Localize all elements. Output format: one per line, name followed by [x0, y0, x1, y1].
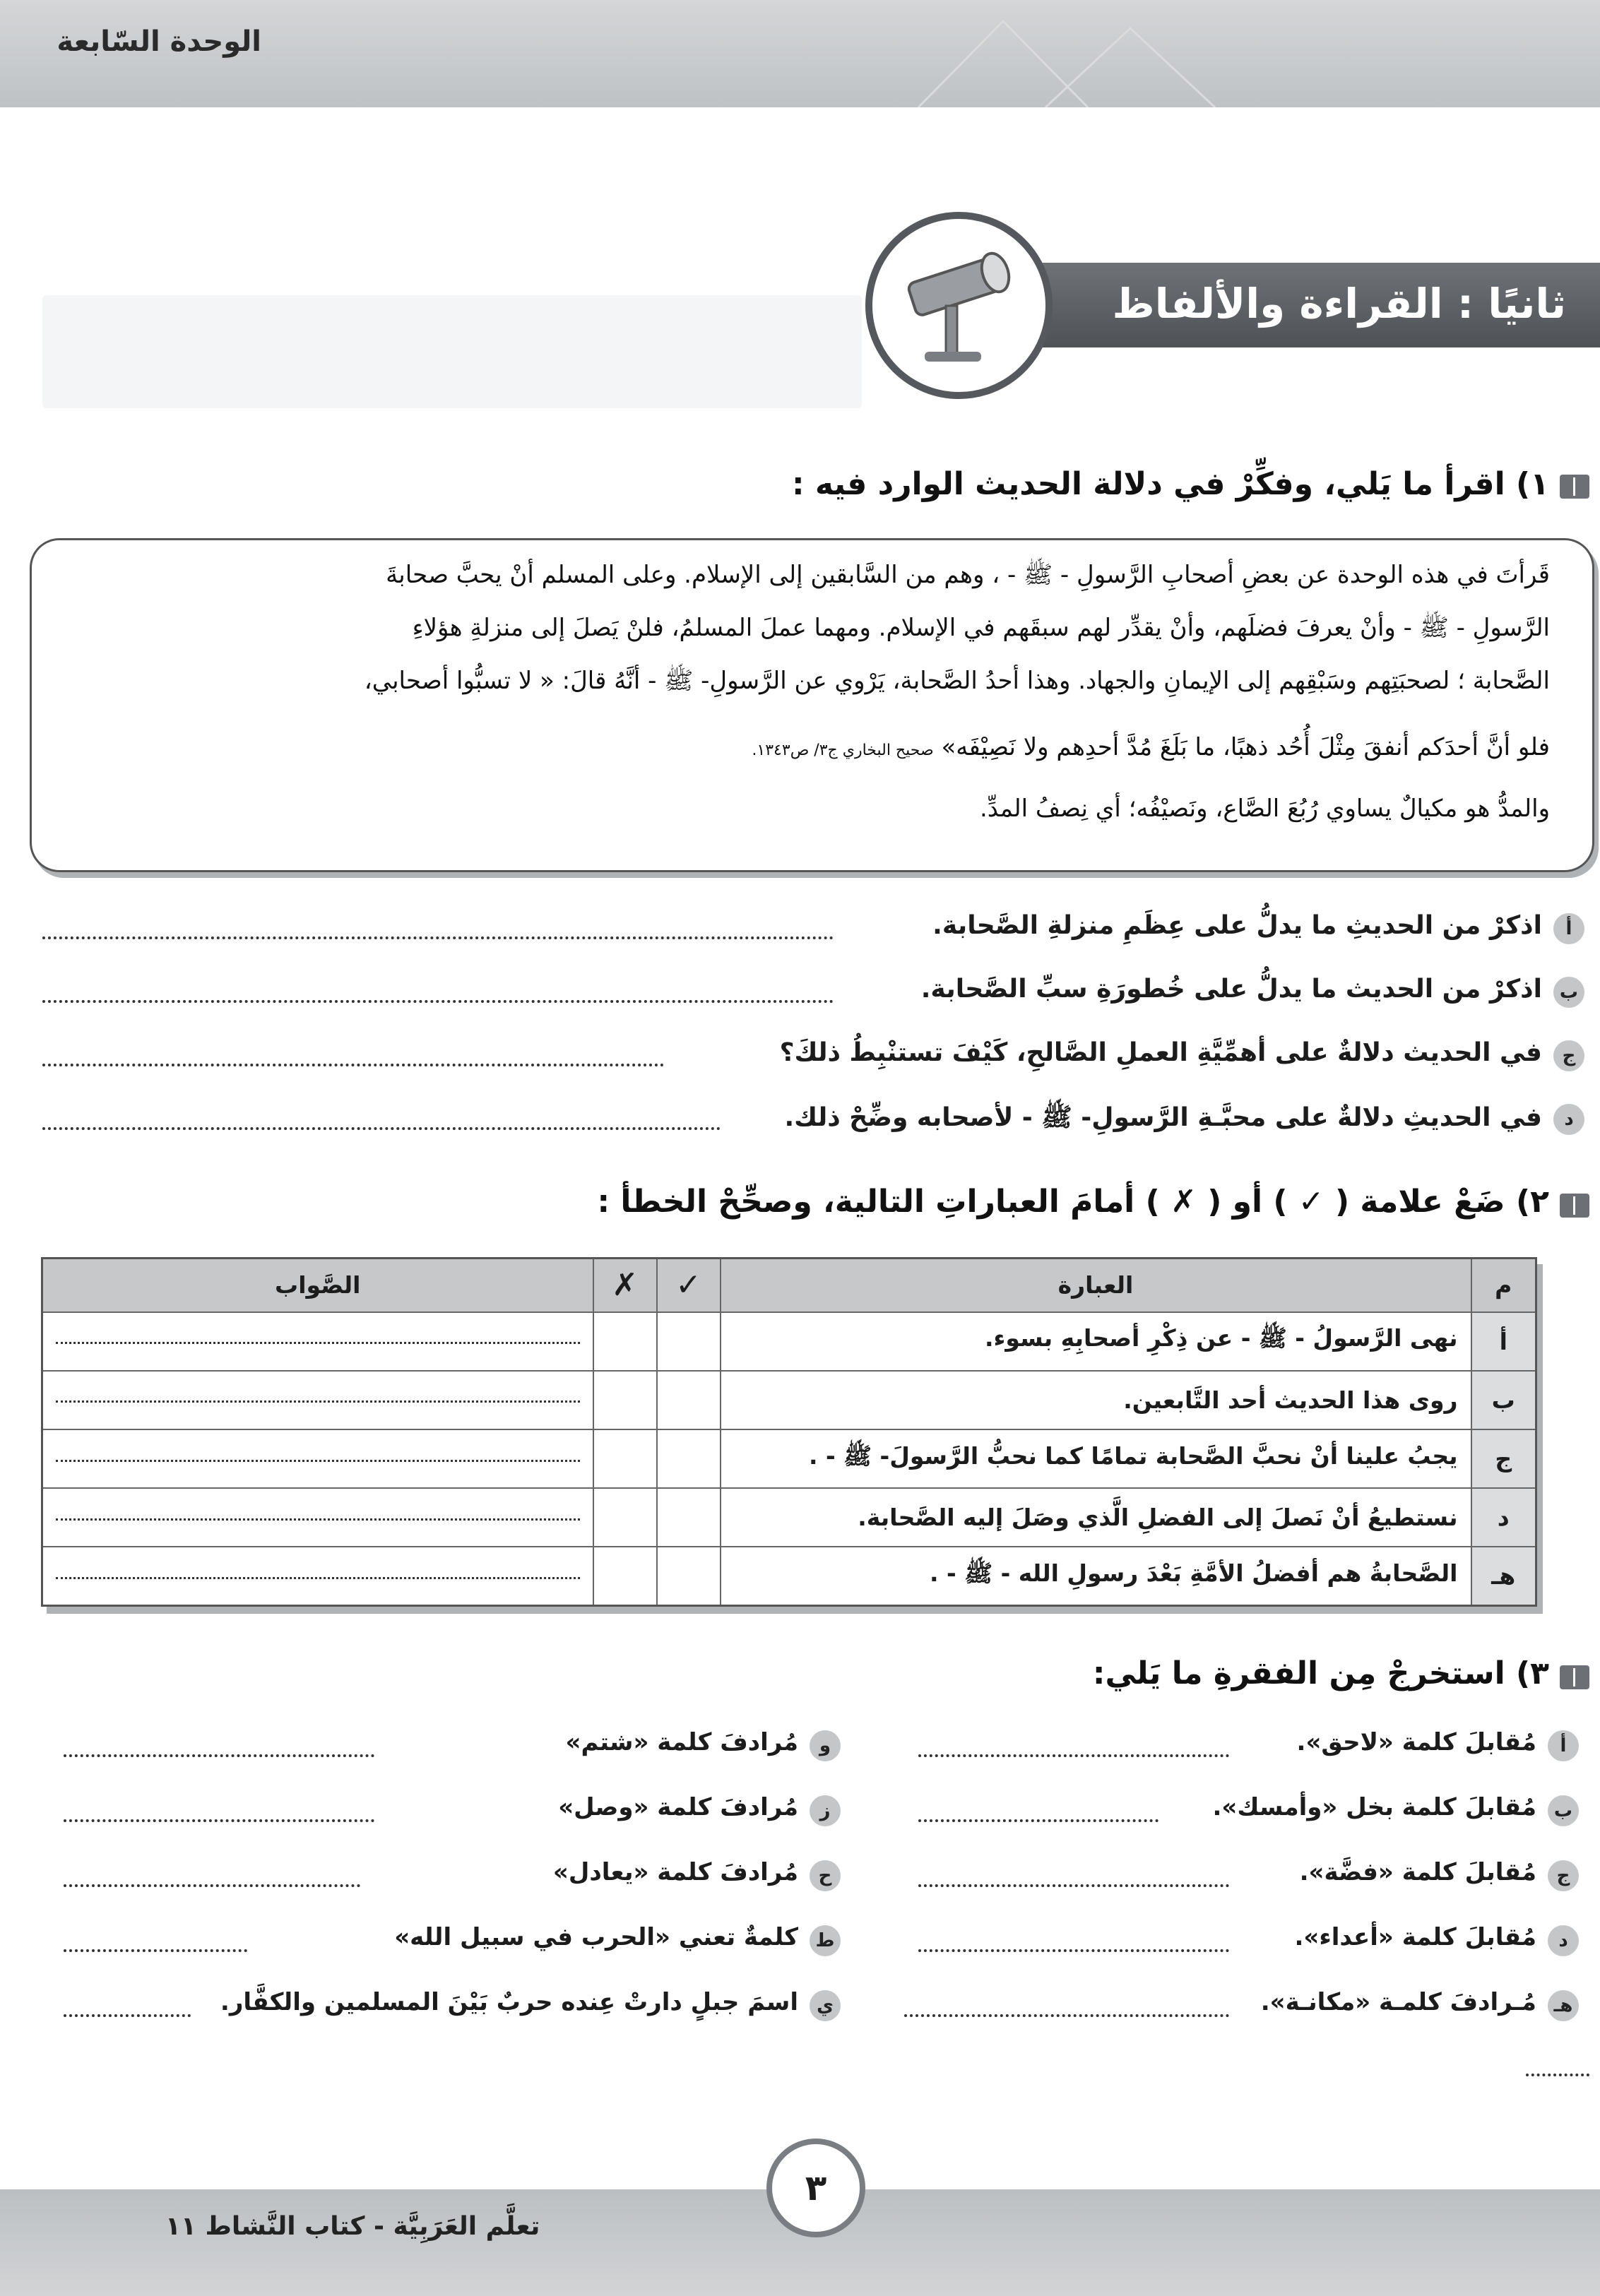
cross-cell[interactable] [593, 1429, 657, 1488]
answer-line[interactable] [64, 1880, 360, 1887]
hadith-source: صحيح البخاري ج٣/ ص١٣٤٣. [752, 742, 934, 759]
answer-line-b[interactable] [42, 996, 834, 1003]
answer-cell[interactable] [42, 1312, 593, 1371]
col-answer-header: الصَّواب [42, 1259, 593, 1312]
q2-heading-text: ضَعْ علامة ( ✓ ) أو ( ✗ ) أمامَ العباراتِ التالية، وصحِّحْ الخطأ : [597, 1184, 1505, 1220]
telescope-emblem [865, 212, 1053, 399]
q3-heading [1093, 1655, 1549, 1691]
letter-badge-d: د [1548, 1925, 1579, 1956]
answer-line[interactable] [918, 1815, 1158, 1822]
unit-title: الوحدة السّابعة [57, 25, 261, 58]
row-statement: روى هذا الحديث أحد التَّابعين. [721, 1371, 1471, 1429]
row-letter: ب [1471, 1371, 1536, 1429]
page-number: ٣ [766, 2139, 865, 2237]
q3-item-a: مُقابلَ كلمة «لاحق». [1296, 1728, 1536, 1756]
letter-badge-y: ي [810, 1990, 841, 2021]
background-watermark [42, 295, 862, 408]
answer-line[interactable] [918, 1880, 1229, 1887]
passage-line-2: الرَّسولِ - ﷺ - وأنْ يعرفَ فضلَهم، وأنْ يقدِّر لهم سبقَهم في الإسلام. ومهما عملَ المسلمُ، فلنْ يَصلَ إلى منزلةِ هؤلاءِ [412, 614, 1550, 642]
answer-cell[interactable] [42, 1547, 593, 1605]
answer-cell[interactable] [42, 1429, 593, 1488]
q1-sub-a: اذكرْ من الحديثِ ما يدلُّ على عِظَمِ منزلةِ الصَّحابة. [932, 911, 1542, 940]
true-false-table [41, 1257, 1537, 1607]
answer-line-a[interactable] [42, 932, 834, 939]
letter-badge-d: د [1553, 1104, 1584, 1135]
q3-item-z: مُرادفَ كلمة «وصل» [558, 1793, 798, 1821]
q1-sub-b: اذكرْ من الحديث ما يدلُّ على خُطورَةِ سبِّ الصَّحابة. [920, 975, 1542, 1004]
q2-number: ٢) [1516, 1184, 1549, 1220]
q3-number: ٣) [1516, 1655, 1549, 1691]
passage-line-5: والمدُّ هو مكيالٌ يساوي رُبُعَ الصَّاع، ونَصيْفُه؛ أي نِصفُ المدِّ. [979, 795, 1550, 823]
q3-item-d: مُقابلَ كلمة «أعداء». [1294, 1923, 1536, 1951]
check-mark-icon: ✓ [657, 1259, 721, 1312]
q2-heading [597, 1184, 1549, 1220]
letter-badge-c: ج [1548, 1860, 1579, 1891]
book-title: تعلَّم العَرَبِيَّة - كتاب النَّشاط ١١ [165, 2212, 540, 2241]
q1-sub-d: في الحديثِ دلالةٌ على محبَّـةِ الرَّسولِ- ﷺ - لأصحابه وضِّحْ ذلك. [784, 1103, 1542, 1132]
row-statement: الصَّحابةُ هم أفضلُ الأمَّةِ بَعْدَ رسولِ الله - ﷺ - . [721, 1547, 1471, 1605]
q3-item-y: اسمَ جبلٍ دارتْ عِنده حربٌ بَيْنَ المسلمين والكفَّار. [220, 1988, 798, 2016]
q3-heading-text: استخرجْ مِن الفقرةِ ما يَلي: [1092, 1655, 1505, 1691]
row-letter: د [1471, 1488, 1536, 1547]
answer-line[interactable] [904, 2010, 1229, 2017]
letter-badge-t: ط [810, 1925, 841, 1956]
check-cell[interactable] [657, 1312, 721, 1371]
letter-badge-b: ب [1548, 1795, 1579, 1826]
table-row [42, 1312, 1536, 1371]
q1-heading [792, 466, 1549, 502]
answer-cell[interactable] [42, 1371, 593, 1429]
answer-line[interactable] [64, 1750, 374, 1757]
letter-badge-z: ز [810, 1795, 841, 1826]
row-letter: أ [1471, 1312, 1536, 1371]
passage-line-1: قَرأتَ في هذه الوحدة عن بعضِ أصحابِ الرَّسولِ - ﷺ - ، وهم من السَّابقين إلى الإسلام. وعلى المسلم أنْ يحبَّ صحابةَ [386, 561, 1550, 589]
answer-line[interactable] [1526, 2069, 1589, 2076]
letter-badge-b: ب [1553, 977, 1584, 1008]
check-cell[interactable] [657, 1429, 721, 1488]
top-header-bar [0, 0, 1600, 107]
table-row [42, 1488, 1536, 1547]
book-icon [1560, 475, 1589, 499]
q3-item-e: مُـرادفَ كلمـة «مكانـة». [1260, 1988, 1536, 2016]
cross-cell[interactable] [593, 1488, 657, 1547]
hadith-passage-box [30, 538, 1594, 872]
answer-line[interactable] [918, 1750, 1229, 1757]
check-cell[interactable] [657, 1547, 721, 1605]
passage-line-3: الصَّحابة ؛ لصحبَتِهم وسَبْقِهم إلى الإيمانِ والجهاد. وهذا أحدُ الصَّحابة، يَرْوي عن الرَّسولِ- ﷺ - أنَّهُ قالَ: « لا تسبُّوا أصحابي، [364, 667, 1550, 695]
cross-cell[interactable] [593, 1371, 657, 1429]
section-title: ثانيًا : القراءة والألفاظ [1112, 280, 1566, 328]
col-statement-header: العبارة [721, 1259, 1471, 1312]
q3-item-w: مُرادفَ كلمة «شتم» [565, 1728, 798, 1756]
q3-item-c: مُقابلَ كلمة «فضَّة». [1299, 1858, 1536, 1886]
answer-line[interactable] [918, 1945, 1229, 1952]
q1-number: ١) [1516, 466, 1549, 502]
q3-item-h: مُرادفَ كلمة «يعادل» [552, 1858, 798, 1886]
q1-sub-c: في الحديث دلالةٌ على أهمِّيَّةِ العملِ الصَّالحِ، كَيْفَ تستنْبِطُ ذلكَ؟ [779, 1038, 1542, 1067]
answer-line[interactable] [64, 1945, 247, 1952]
table-row [42, 1371, 1536, 1429]
passage-line-4 [752, 733, 1550, 761]
answer-cell[interactable] [42, 1488, 593, 1547]
row-statement: نهى الرَّسولُ - ﷺ - عن ذِكْرِ أصحابِهِ بسوء. [721, 1312, 1471, 1371]
letter-badge-a: أ [1553, 913, 1584, 944]
letter-badge-e: هـ [1548, 1990, 1579, 2021]
row-statement: نستطيعُ أنْ نَصلَ إلى الفضلِ الَّذي وصَلَ إليه الصَّحابة. [721, 1488, 1471, 1547]
answer-line-c[interactable] [42, 1059, 664, 1066]
hadith-text: فلو أنَّ أحدَكم أنفقَ مِثْلَ أُحُد ذهبًا، ما بَلَغَ مُدَّ أحدِهم ولا نَصِيْفَه» [941, 733, 1550, 761]
table-row [42, 1429, 1536, 1488]
answer-line[interactable] [64, 1815, 374, 1822]
row-letter: هـ [1471, 1547, 1536, 1605]
q3-item-b: مُقابلَ كلمة بخل «وأمسك». [1212, 1793, 1536, 1821]
book-icon [1560, 1194, 1589, 1218]
letter-badge-h: ح [810, 1860, 841, 1891]
telescope-icon [889, 239, 1031, 380]
table-header [42, 1259, 1536, 1312]
letter-badge-w: و [810, 1730, 841, 1761]
cross-mark-icon: ✗ [593, 1259, 657, 1312]
letter-badge-c: ج [1553, 1040, 1584, 1071]
q3-item-t: كلمةٌ تعني «الحرب في سبيل الله» [394, 1923, 798, 1951]
table-row [42, 1547, 1536, 1605]
cross-cell[interactable] [593, 1547, 657, 1605]
answer-line[interactable] [64, 2010, 191, 2017]
q1-heading-text: اقرأ ما يَلي، وفكِّرْ في دلالة الحديث الوارد فيه : [791, 466, 1505, 502]
cross-cell[interactable] [593, 1312, 657, 1371]
check-cell[interactable] [657, 1488, 721, 1547]
letter-badge-a: أ [1548, 1730, 1579, 1761]
check-cell[interactable] [657, 1371, 721, 1429]
row-statement: يجبُ علينا أنْ نحبَّ الصَّحابة تمامًا كما نحبُّ الرَّسولَ- ﷺ - . [721, 1429, 1471, 1488]
answer-line-d[interactable] [42, 1123, 721, 1130]
row-letter: ج [1471, 1429, 1536, 1488]
col-m-header: م [1471, 1259, 1536, 1312]
book-icon [1560, 1665, 1589, 1689]
